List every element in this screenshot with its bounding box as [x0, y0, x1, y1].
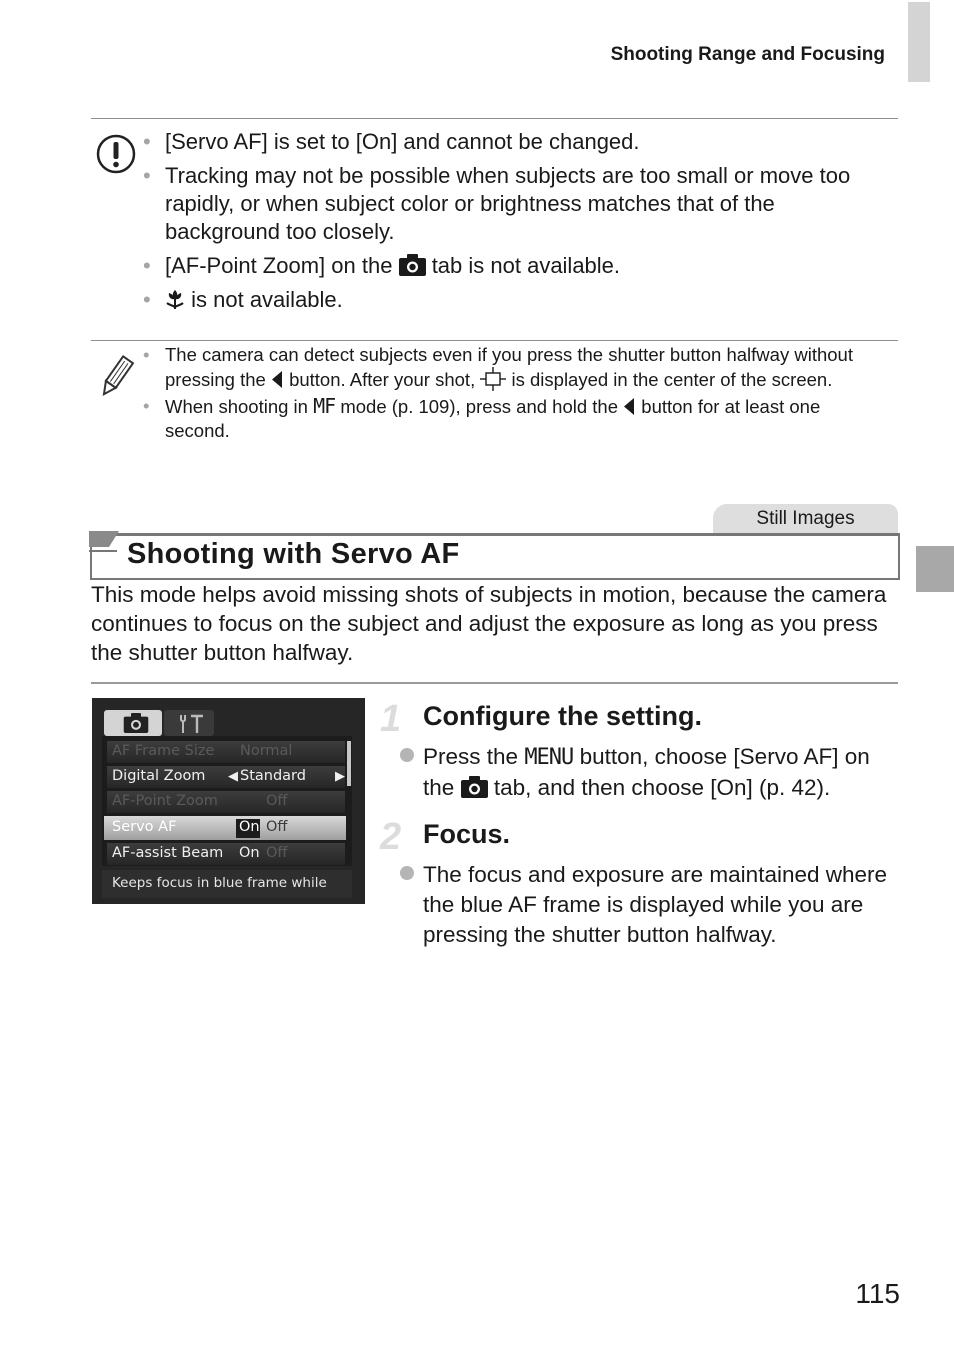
caution-list	[143, 128, 888, 320]
section-intro: This mode helps avoid missing shots of subjects in motion, because the camera continues to focus on the subject and adjust the exposure as long as you press the shutter button halfway.	[91, 582, 887, 665]
chapter-tab-marker	[908, 2, 930, 82]
menu-item-label[interactable]: AF Frame Size	[112, 743, 215, 759]
chevron-left-icon[interactable]: ◀	[228, 768, 238, 783]
left-arrow-icon	[623, 398, 636, 415]
caution-icon	[96, 134, 136, 174]
caution-item: • [AF-Point Zoom] on the tab is not available.	[143, 252, 888, 280]
menu-item-value: Normal	[240, 743, 293, 759]
camera-menu-screenshot	[92, 698, 365, 904]
menu-item-label[interactable]: AF-Point Zoom	[112, 793, 218, 809]
pencil-icon	[96, 354, 136, 400]
camera-tab-icon	[122, 713, 150, 733]
option-off[interactable]: Off	[266, 845, 288, 861]
section-marker-icon	[89, 531, 119, 553]
divider	[91, 682, 898, 684]
step-number: 2	[380, 816, 402, 858]
note-item: • When shooting in MF mode (p. 109), press and hold the button for at least one second.	[143, 394, 888, 443]
menu-item-value: Standard	[240, 768, 306, 784]
macro-icon	[165, 287, 185, 311]
menu-item-value: Off	[266, 793, 288, 809]
step-title: Focus.	[423, 819, 511, 849]
mf-mode-label: MF	[313, 394, 336, 418]
af-frame-icon	[480, 367, 506, 391]
divider	[91, 118, 898, 119]
divider	[91, 340, 898, 341]
note-item: • The camera can detect subjects even if you press the shutter button halfway without pressing the button. After your shot, is displayed in the center of the screen.	[143, 343, 888, 392]
chevron-right-icon[interactable]: ▶	[335, 768, 345, 783]
section-title: Shooting with Servo AF	[127, 538, 460, 570]
option-on-selected[interactable]: On	[239, 819, 260, 835]
caution-item: • Tracking may not be possible when subjects are too small or move too rapidly, or when subject color or brightness matches that of the background too closely.	[143, 162, 888, 246]
menu-button-label: MENU	[524, 745, 574, 770]
step-instruction: Press the MENU button, choose [Servo AF] on the tab, and then choose [On] (p. 42).	[423, 744, 870, 800]
still-images-tab: Still Images	[713, 504, 898, 534]
menu-hint-text: Keeps focus in blue frame while	[112, 875, 327, 891]
step-number: 1	[380, 698, 402, 740]
camera-icon	[461, 776, 488, 798]
step-title: Configure the setting.	[423, 701, 702, 731]
step-bullet	[400, 748, 414, 762]
step-instruction: The focus and exposure are maintained where the blue AF frame is displayed while you are pressing the shutter button halfway.	[423, 862, 888, 947]
settings-tab-icon	[178, 714, 204, 734]
menu-item-label-selected[interactable]: Servo AF	[112, 819, 177, 835]
camera-icon	[399, 254, 426, 276]
left-arrow-icon	[271, 371, 284, 388]
caution-item: • is not available.	[143, 286, 888, 314]
chapter-tab-marker-active	[916, 546, 954, 592]
step-bullet	[400, 866, 414, 880]
caution-item: • [Servo AF] is set to [On] and cannot be changed.	[143, 128, 888, 156]
running-header: Shooting Range and Focusing	[610, 44, 885, 65]
page-number: 115	[855, 1278, 900, 1309]
menu-item-label[interactable]: Digital Zoom	[112, 768, 206, 784]
menu-item-label[interactable]: AF-assist Beam	[112, 845, 224, 861]
option-off[interactable]: Off	[266, 819, 288, 835]
note-list	[143, 343, 888, 445]
option-on[interactable]: On	[239, 845, 260, 861]
